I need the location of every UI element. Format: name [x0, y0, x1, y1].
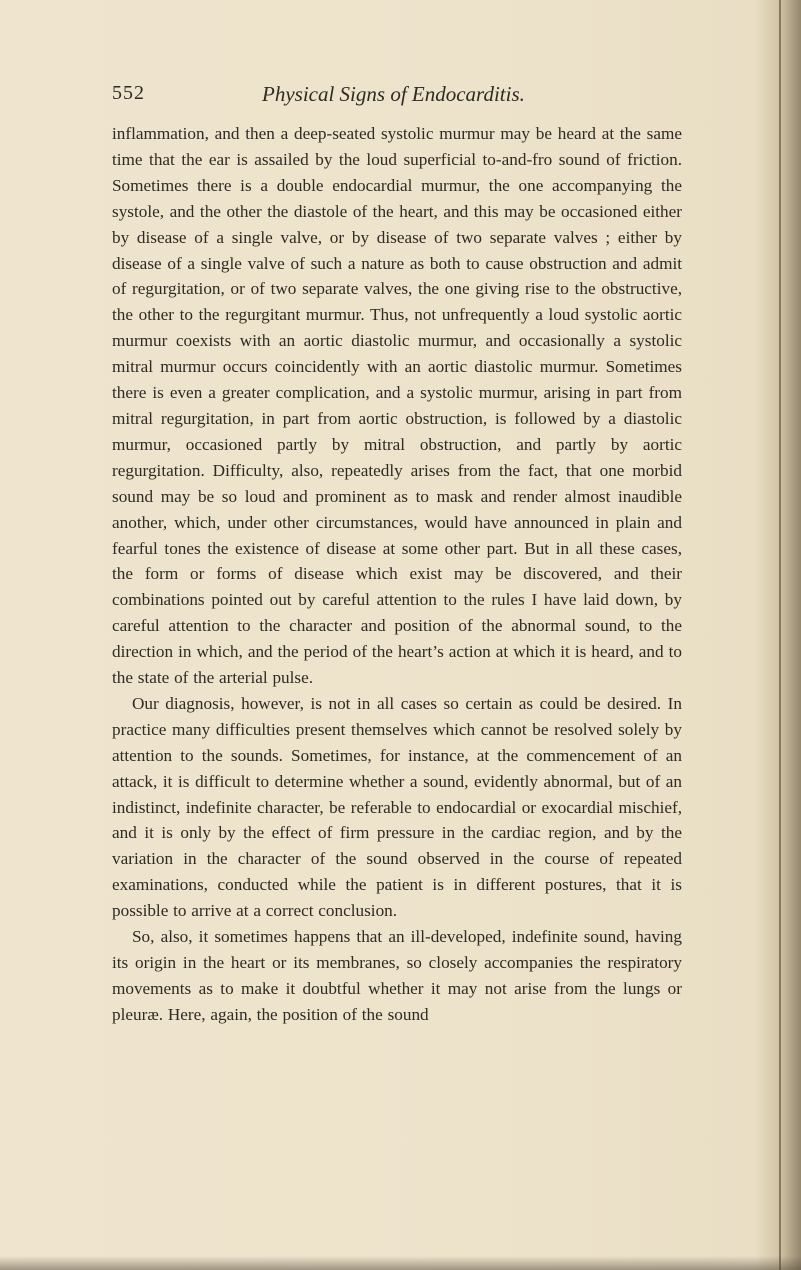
running-title: Physical Signs of Endocarditis.: [262, 82, 525, 106]
paragraph: Our diagnosis, however, is not in all cases so certain as could be desired. In practice many difficulties present themselves which cannot be resolved solely by attention to the sounds. Sometimes, for instance, at the commencement of an attack, it is difficult to determine whether a sound, evidently abnormal, but of an indistinct, indefinite character, be referable to endocardial or exocardial mischief, and it is only by the effect of firm pressure in the cardiac region, and by the variation in the character of the sound observed in the course of repeated examinations, conducted while the patient is in different postures, that it is possible to arrive at a correct conclusion.: [112, 693, 682, 921]
paragraph: inflammation, and then a deep-seated systolic murmur may be heard at the same time that the ear is assailed by the loud superficial to-and-fro sound of friction. Sometimes there is a double endocardial murmur, the one accompanying the systole, and the other the diastole of the heart, and this may be occasioned either by disease of a single valve, or by disease of two separate valves ; either by disease of a single valve of such a nature as both to cause obstruction and admit of regurgitation, or of two separate valves, the one giving rise to the obstructive, the other to the regurgitant murmur. Thus, not unfrequently a loud systolic aortic murmur coexists with an aortic diastolic murmur, and occasionally a systolic mitral murmur occurs coincidently with an aortic diastolic murmur. Sometimes there is even a greater complication, and a systolic murmur, arising in part from mitral regurgitation, in part from aortic obstruction, is followed by a diastolic murmur, occasioned partly by mitral obstruction, and partly by aortic regurgitation. Difficulty, also, repeatedly arises from the fact, that one morbid sound may be so loud and prominent as to mask and render almost inaudible another, which, under other circumstances, would have announced in plain and fearful tones the existence of disease at some other part. But in all these cases, the form or forms of disease which exist may be discovered, and their combinations pointed out by careful attention to the rules I have laid down, by careful attention to the character and position of the abnormal sound, to the direction in which, and the period of the heart’s action at which it is heard, and to the state of the arterial pulse.: [112, 124, 682, 688]
page-number: 552: [112, 82, 145, 104]
page-edge-shadow: [755, 0, 801, 1270]
page-binding-edge: [779, 0, 781, 1270]
page-header: [112, 82, 682, 112]
paragraph: So, also, it sometimes happens that an ill-developed, indefinite sound, having its origin in the heart or its membranes, so closely accompanies the respiratory movements as to make it doubtful whether it may not arise from the lungs or pleuræ. Here, again, the position of the sound: [112, 927, 682, 1024]
page-bottom-shadow: [0, 1256, 801, 1270]
body-text: [112, 121, 682, 1028]
